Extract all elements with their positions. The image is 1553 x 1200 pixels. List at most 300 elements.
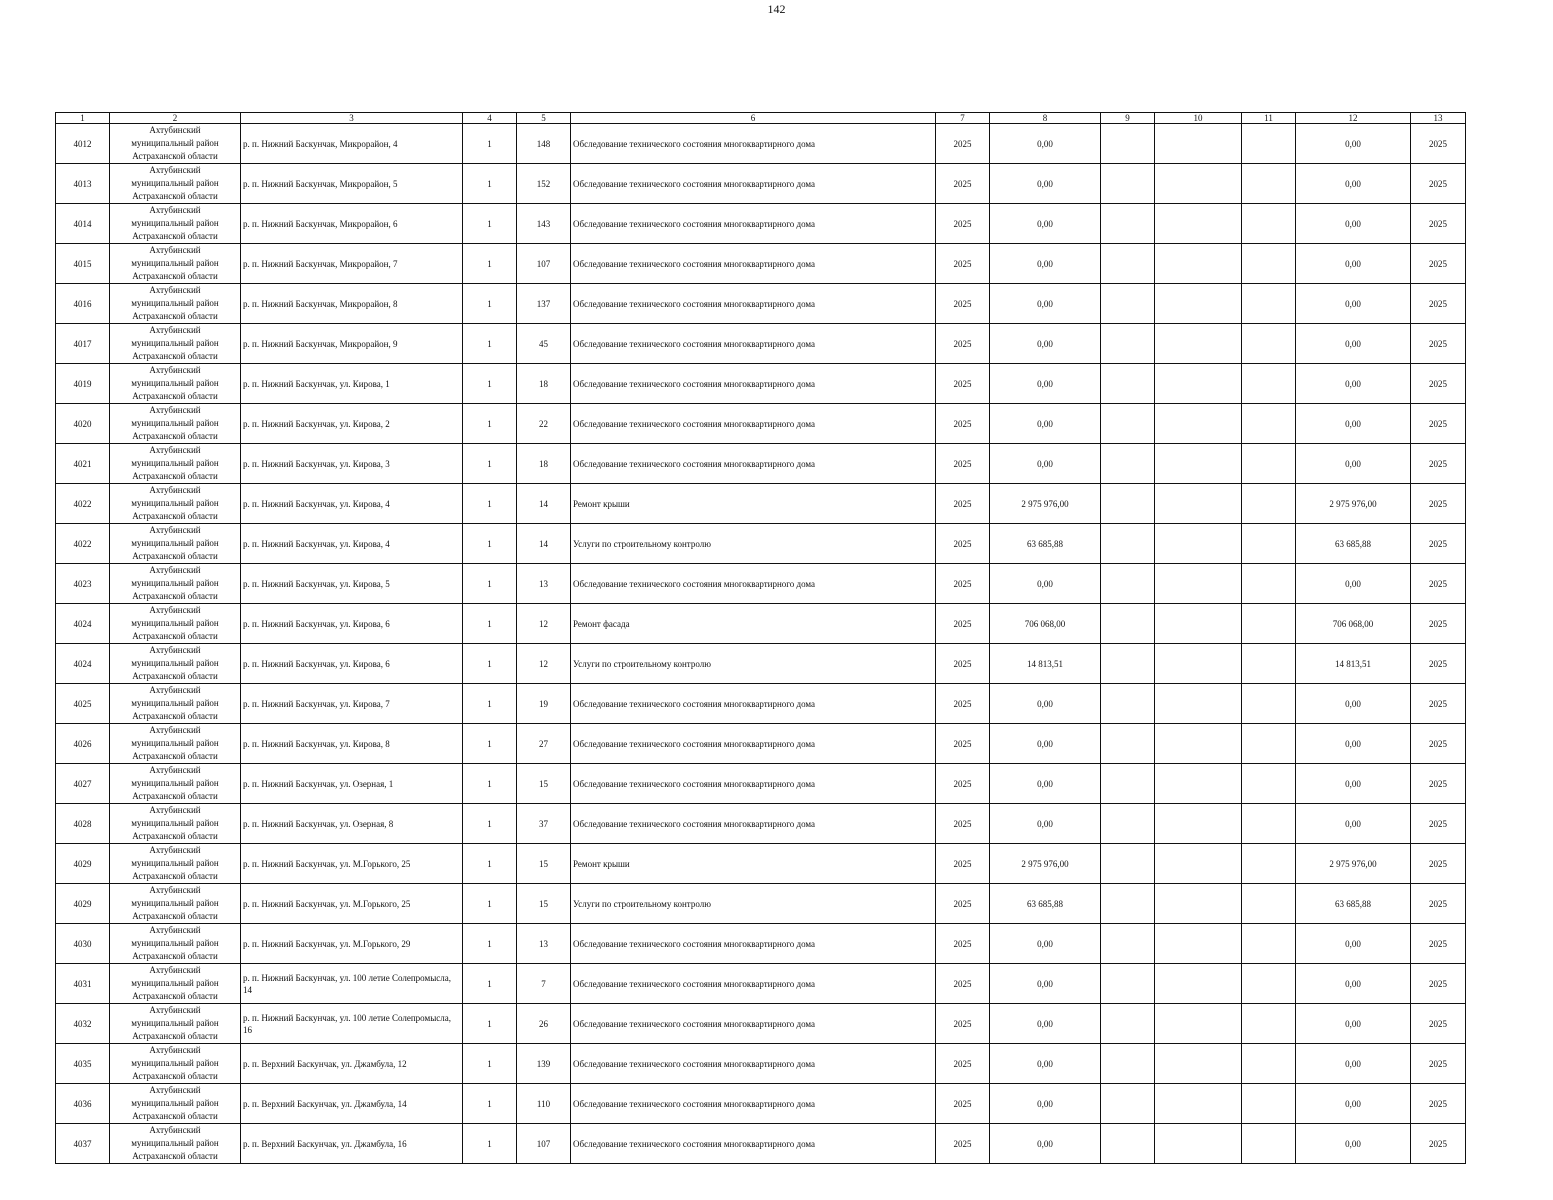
municipality-line: муниципальный район [131, 178, 219, 188]
municipality-line: Ахтубинский [149, 845, 201, 855]
municipality-line: муниципальный район [131, 1018, 219, 1028]
municipality-line: Астраханской области [132, 151, 218, 161]
col12-cost-cell: 0,00 [1296, 444, 1411, 484]
col11-cell [1242, 1084, 1296, 1124]
col5-cell: 12 [517, 644, 571, 684]
cost-cell: 0,00 [990, 804, 1101, 844]
col11-cell [1242, 1004, 1296, 1044]
col5-cell: 148 [517, 124, 571, 164]
col11-cell [1242, 444, 1296, 484]
work-type-cell: Обследование технического состояния многоквартирного дома [571, 404, 936, 444]
municipality-cell [110, 484, 241, 524]
municipality-line: Астраханской области [132, 391, 218, 401]
work-type-cell: Обследование технического состояния многоквартирного дома [571, 1124, 936, 1164]
year-cell: 2025 [936, 764, 990, 804]
col9-cell [1101, 964, 1155, 1004]
municipality-cell [110, 724, 241, 764]
col5-cell: 18 [517, 364, 571, 404]
municipality-cell [110, 124, 241, 164]
column-header: 5 [517, 113, 571, 124]
municipality-cell [110, 1004, 241, 1044]
col10-cell [1155, 844, 1242, 884]
col11-cell [1242, 884, 1296, 924]
col5-cell: 15 [517, 884, 571, 924]
col5-cell: 137 [517, 284, 571, 324]
municipality-cell [110, 284, 241, 324]
record-id-cell: 4024 [56, 644, 110, 684]
year-cell: 2025 [936, 644, 990, 684]
col9-cell [1101, 404, 1155, 444]
municipality-line: муниципальный район [131, 778, 219, 788]
col13-year-cell: 2025 [1411, 1124, 1466, 1164]
col5-cell: 13 [517, 564, 571, 604]
work-type-cell: Обследование технического состояния многоквартирного дома [571, 364, 936, 404]
table-row [56, 124, 1466, 164]
year-cell: 2025 [936, 364, 990, 404]
year-cell: 2025 [936, 964, 990, 1004]
table-row [56, 924, 1466, 964]
municipality-line: Астраханской области [132, 631, 218, 641]
col12-cost-cell: 63 685,88 [1296, 524, 1411, 564]
municipality-cell [110, 1124, 241, 1164]
col9-cell [1101, 124, 1155, 164]
municipality-cell [110, 164, 241, 204]
col9-cell [1101, 484, 1155, 524]
col11-cell [1242, 164, 1296, 204]
col11-cell [1242, 364, 1296, 404]
municipality-line: Астраханской области [132, 591, 218, 601]
col9-cell [1101, 444, 1155, 484]
col10-cell [1155, 764, 1242, 804]
address-cell: р. п. Нижний Баскунчак, ул. Кирова, 3 [241, 444, 463, 484]
year-cell: 2025 [936, 724, 990, 764]
municipality-line: Ахтубинский [149, 325, 201, 335]
col4-cell: 1 [463, 804, 517, 844]
col4-cell: 1 [463, 1004, 517, 1044]
year-cell: 2025 [936, 564, 990, 604]
address-cell: р. п. Нижний Баскунчак, Микрорайон, 8 [241, 284, 463, 324]
address-cell: р. п. Нижний Баскунчак, ул. Кирова, 7 [241, 684, 463, 724]
record-id-cell: 4019 [56, 364, 110, 404]
address-cell: р. п. Нижний Баскунчак, ул. Кирова, 1 [241, 364, 463, 404]
table-row [56, 764, 1466, 804]
table-row [56, 524, 1466, 564]
col12-cost-cell: 14 813,51 [1296, 644, 1411, 684]
municipality-line: Астраханской области [132, 191, 218, 201]
address-cell: р. п. Нижний Баскунчак, Микрорайон, 4 [241, 124, 463, 164]
municipality-line: Ахтубинский [149, 285, 201, 295]
table-row [56, 604, 1466, 644]
municipality-line: муниципальный район [131, 258, 219, 268]
table-row [56, 804, 1466, 844]
col13-year-cell: 2025 [1411, 564, 1466, 604]
municipality-line: Астраханской области [132, 751, 218, 761]
col13-year-cell: 2025 [1411, 284, 1466, 324]
record-id-cell: 4037 [56, 1124, 110, 1164]
municipality-line: муниципальный район [131, 458, 219, 468]
municipality-line: Ахтубинский [149, 125, 201, 135]
municipality-line: Ахтубинский [149, 245, 201, 255]
municipality-line: Ахтубинский [149, 1085, 201, 1095]
municipality-line: муниципальный район [131, 578, 219, 588]
municipality-line: Ахтубинский [149, 965, 201, 975]
cost-cell: 2 975 976,00 [990, 484, 1101, 524]
record-id-cell: 4025 [56, 684, 110, 724]
municipality-line: муниципальный район [131, 138, 219, 148]
municipality-cell [110, 684, 241, 724]
work-type-cell: Обследование технического состояния многоквартирного дома [571, 564, 936, 604]
year-cell: 2025 [936, 204, 990, 244]
col10-cell [1155, 1044, 1242, 1084]
col13-year-cell: 2025 [1411, 884, 1466, 924]
column-header: 12 [1296, 113, 1411, 124]
col9-cell [1101, 364, 1155, 404]
municipality-cell [110, 604, 241, 644]
work-type-cell: Обследование технического состояния многоквартирного дома [571, 284, 936, 324]
col9-cell [1101, 684, 1155, 724]
cost-cell: 0,00 [990, 404, 1101, 444]
table-row [56, 644, 1466, 684]
year-cell: 2025 [936, 604, 990, 644]
address-cell: р. п. Нижний Баскунчак, ул. Кирова, 6 [241, 644, 463, 684]
col10-cell [1155, 124, 1242, 164]
col4-cell: 1 [463, 844, 517, 884]
municipality-line: Астраханской области [132, 1031, 218, 1041]
record-id-cell: 4032 [56, 1004, 110, 1044]
address-cell: р. п. Нижний Баскунчак, Микрорайон, 6 [241, 204, 463, 244]
table-row [56, 1124, 1466, 1164]
cost-cell: 0,00 [990, 444, 1101, 484]
municipality-line: муниципальный район [131, 298, 219, 308]
col13-year-cell: 2025 [1411, 724, 1466, 764]
municipality-line: муниципальный район [131, 658, 219, 668]
cost-cell: 0,00 [990, 724, 1101, 764]
col11-cell [1242, 724, 1296, 764]
municipality-line: Астраханской области [132, 471, 218, 481]
record-id-cell: 4017 [56, 324, 110, 364]
col13-year-cell: 2025 [1411, 244, 1466, 284]
cost-cell: 706 068,00 [990, 604, 1101, 644]
col10-cell [1155, 404, 1242, 444]
year-cell: 2025 [936, 804, 990, 844]
col5-cell: 7 [517, 964, 571, 1004]
address-cell: р. п. Нижний Баскунчак, ул. Озерная, 1 [241, 764, 463, 804]
col12-cost-cell: 0,00 [1296, 1124, 1411, 1164]
address-cell: р. п. Нижний Баскунчак, ул. 100 летие Солепромысла, 14 [241, 964, 463, 1004]
work-type-cell: Обследование технического состояния многоквартирного дома [571, 764, 936, 804]
year-cell: 2025 [936, 124, 990, 164]
work-type-cell: Обследование технического состояния многоквартирного дома [571, 204, 936, 244]
address-cell: р. п. Верхний Баскунчак, ул. Джамбула, 12 [241, 1044, 463, 1084]
col10-cell [1155, 564, 1242, 604]
col4-cell: 1 [463, 444, 517, 484]
work-type-cell: Обследование технического состояния многоквартирного дома [571, 1044, 936, 1084]
municipality-line: Ахтубинский [149, 805, 201, 815]
col10-cell [1155, 444, 1242, 484]
municipality-line: муниципальный район [131, 418, 219, 428]
municipality-cell [110, 1044, 241, 1084]
municipality-cell [110, 804, 241, 844]
year-cell: 2025 [936, 1044, 990, 1084]
work-type-cell: Обследование технического состояния многоквартирного дома [571, 724, 936, 764]
municipality-line: Астраханской области [132, 271, 218, 281]
col11-cell [1242, 804, 1296, 844]
cost-cell: 2 975 976,00 [990, 844, 1101, 884]
col12-cost-cell: 0,00 [1296, 404, 1411, 444]
record-id-cell: 4023 [56, 564, 110, 604]
work-type-cell: Ремонт крыши [571, 844, 936, 884]
col4-cell: 1 [463, 764, 517, 804]
municipality-line: Ахтубинский [149, 525, 201, 535]
col5-cell: 37 [517, 804, 571, 844]
col13-year-cell: 2025 [1411, 804, 1466, 844]
col10-cell [1155, 484, 1242, 524]
record-id-cell: 4013 [56, 164, 110, 204]
col9-cell [1101, 284, 1155, 324]
work-type-cell: Обследование технического состояния многоквартирного дома [571, 244, 936, 284]
page-number: 142 [767, 2, 786, 16]
record-id-cell: 4020 [56, 404, 110, 444]
col5-cell: 18 [517, 444, 571, 484]
municipality-line: Астраханской области [132, 871, 218, 881]
table-body [56, 124, 1466, 1164]
table-row [56, 884, 1466, 924]
municipality-line: муниципальный район [131, 938, 219, 948]
col11-cell [1242, 1044, 1296, 1084]
year-cell: 2025 [936, 284, 990, 324]
col4-cell: 1 [463, 1124, 517, 1164]
cost-cell: 0,00 [990, 924, 1101, 964]
municipality-line: Ахтубинский [149, 1005, 201, 1015]
col11-cell [1242, 924, 1296, 964]
year-cell: 2025 [936, 444, 990, 484]
cost-cell: 0,00 [990, 364, 1101, 404]
col11-cell [1242, 404, 1296, 444]
table-row [56, 564, 1466, 604]
record-id-cell: 4028 [56, 804, 110, 844]
col5-cell: 143 [517, 204, 571, 244]
col5-cell: 14 [517, 524, 571, 564]
col10-cell [1155, 924, 1242, 964]
col11-cell [1242, 604, 1296, 644]
col13-year-cell: 2025 [1411, 644, 1466, 684]
address-cell: р. п. Нижний Баскунчак, ул. 100 летие Солепромысла, 16 [241, 1004, 463, 1044]
year-cell: 2025 [936, 1084, 990, 1124]
column-header: 3 [241, 113, 463, 124]
col5-cell: 45 [517, 324, 571, 364]
municipality-line: Астраханской области [132, 551, 218, 561]
work-type-cell: Обследование технического состояния многоквартирного дома [571, 1084, 936, 1124]
col12-cost-cell: 0,00 [1296, 1044, 1411, 1084]
municipality-cell [110, 404, 241, 444]
col12-cost-cell: 0,00 [1296, 204, 1411, 244]
record-id-cell: 4014 [56, 204, 110, 244]
cost-cell: 0,00 [990, 164, 1101, 204]
cost-cell: 0,00 [990, 244, 1101, 284]
municipality-line: Ахтубинский [149, 165, 201, 175]
work-type-cell: Ремонт фасада [571, 604, 936, 644]
column-header: 7 [936, 113, 990, 124]
year-cell: 2025 [936, 164, 990, 204]
col10-cell [1155, 244, 1242, 284]
municipality-line: Ахтубинский [149, 565, 201, 575]
record-id-cell: 4036 [56, 1084, 110, 1124]
municipality-cell [110, 764, 241, 804]
col5-cell: 27 [517, 724, 571, 764]
col12-cost-cell: 0,00 [1296, 124, 1411, 164]
work-type-cell: Услуги по строительному контролю [571, 524, 936, 564]
col5-cell: 12 [517, 604, 571, 644]
col11-cell [1242, 844, 1296, 884]
municipality-cell [110, 964, 241, 1004]
col13-year-cell: 2025 [1411, 444, 1466, 484]
col9-cell [1101, 804, 1155, 844]
municipality-line: Астраханской области [132, 991, 218, 1001]
col11-cell [1242, 764, 1296, 804]
col11-cell [1242, 684, 1296, 724]
work-type-cell: Услуги по строительному контролю [571, 884, 936, 924]
cost-cell: 0,00 [990, 204, 1101, 244]
address-cell: р. п. Нижний Баскунчак, ул. Кирова, 4 [241, 524, 463, 564]
municipality-line: Астраханской области [132, 351, 218, 361]
col10-cell [1155, 204, 1242, 244]
year-cell: 2025 [936, 924, 990, 964]
col4-cell: 1 [463, 284, 517, 324]
municipality-line: муниципальный район [131, 1058, 219, 1068]
col13-year-cell: 2025 [1411, 844, 1466, 884]
col13-year-cell: 2025 [1411, 124, 1466, 164]
table-row [56, 684, 1466, 724]
municipality-line: Ахтубинский [149, 765, 201, 775]
col12-cost-cell: 0,00 [1296, 924, 1411, 964]
col9-cell [1101, 644, 1155, 684]
municipality-line: Астраханской области [132, 1071, 218, 1081]
municipality-line: Ахтубинский [149, 365, 201, 375]
municipality-line: муниципальный район [131, 738, 219, 748]
year-cell: 2025 [936, 844, 990, 884]
repair-plan-table [55, 112, 1466, 1164]
col12-cost-cell: 0,00 [1296, 364, 1411, 404]
record-id-cell: 4027 [56, 764, 110, 804]
table-row [56, 204, 1466, 244]
col13-year-cell: 2025 [1411, 164, 1466, 204]
col10-cell [1155, 724, 1242, 764]
year-cell: 2025 [936, 524, 990, 564]
col9-cell [1101, 724, 1155, 764]
municipality-line: муниципальный район [131, 978, 219, 988]
record-id-cell: 4035 [56, 1044, 110, 1084]
work-type-cell: Обследование технического состояния многоквартирного дома [571, 444, 936, 484]
record-id-cell: 4029 [56, 884, 110, 924]
table-row [56, 324, 1466, 364]
municipality-line: Астраханской области [132, 831, 218, 841]
column-header: 10 [1155, 113, 1242, 124]
col10-cell [1155, 644, 1242, 684]
col10-cell [1155, 164, 1242, 204]
col13-year-cell: 2025 [1411, 684, 1466, 724]
col11-cell [1242, 524, 1296, 564]
col5-cell: 110 [517, 1084, 571, 1124]
table-row [56, 164, 1466, 204]
address-cell: р. п. Нижний Баскунчак, ул. М.Горького, 25 [241, 844, 463, 884]
col4-cell: 1 [463, 1044, 517, 1084]
col13-year-cell: 2025 [1411, 404, 1466, 444]
municipality-line: Ахтубинский [149, 405, 201, 415]
address-cell: р. п. Нижний Баскунчак, ул. М.Горького, 29 [241, 924, 463, 964]
col9-cell [1101, 324, 1155, 364]
col11-cell [1242, 1124, 1296, 1164]
col4-cell: 1 [463, 324, 517, 364]
col12-cost-cell: 0,00 [1296, 684, 1411, 724]
cost-cell: 14 813,51 [990, 644, 1101, 684]
municipality-line: Астраханской области [132, 311, 218, 321]
col9-cell [1101, 164, 1155, 204]
col4-cell: 1 [463, 604, 517, 644]
municipality-line: Астраханской области [132, 711, 218, 721]
col9-cell [1101, 884, 1155, 924]
cost-cell: 0,00 [990, 684, 1101, 724]
municipality-line: муниципальный район [131, 338, 219, 348]
municipality-cell [110, 244, 241, 284]
col10-cell [1155, 364, 1242, 404]
table-row [56, 364, 1466, 404]
municipality-line: муниципальный район [131, 818, 219, 828]
record-id-cell: 4022 [56, 524, 110, 564]
municipality-line: Астраханской области [132, 231, 218, 241]
municipality-line: Ахтубинский [149, 925, 201, 935]
work-type-cell: Обследование технического состояния многоквартирного дома [571, 1004, 936, 1044]
record-id-cell: 4022 [56, 484, 110, 524]
municipality-cell [110, 364, 241, 404]
municipality-line: Ахтубинский [149, 725, 201, 735]
address-cell: р. п. Нижний Баскунчак, Микрорайон, 5 [241, 164, 463, 204]
column-header: 9 [1101, 113, 1155, 124]
address-cell: р. п. Нижний Баскунчак, ул. Озерная, 8 [241, 804, 463, 844]
address-cell: р. п. Нижний Баскунчак, Микрорайон, 7 [241, 244, 463, 284]
municipality-line: Астраханской области [132, 791, 218, 801]
address-cell: р. п. Нижний Баскунчак, Микрорайон, 9 [241, 324, 463, 364]
col9-cell [1101, 764, 1155, 804]
col9-cell [1101, 924, 1155, 964]
col10-cell [1155, 324, 1242, 364]
col5-cell: 107 [517, 244, 571, 284]
municipality-line: Астраханской области [132, 911, 218, 921]
table-row [56, 1044, 1466, 1084]
cost-cell: 0,00 [990, 1004, 1101, 1044]
col11-cell [1242, 644, 1296, 684]
cost-cell: 0,00 [990, 1124, 1101, 1164]
col9-cell [1101, 1124, 1155, 1164]
cost-cell: 63 685,88 [990, 524, 1101, 564]
col4-cell: 1 [463, 1084, 517, 1124]
municipality-cell [110, 844, 241, 884]
col12-cost-cell: 706 068,00 [1296, 604, 1411, 644]
column-header: 11 [1242, 113, 1296, 124]
col4-cell: 1 [463, 364, 517, 404]
cost-cell: 0,00 [990, 124, 1101, 164]
municipality-cell [110, 924, 241, 964]
col11-cell [1242, 244, 1296, 284]
municipality-line: Ахтубинский [149, 205, 201, 215]
cost-cell: 0,00 [990, 564, 1101, 604]
address-cell: р. п. Нижний Баскунчак, ул. Кирова, 6 [241, 604, 463, 644]
cost-cell: 0,00 [990, 964, 1101, 1004]
col13-year-cell: 2025 [1411, 764, 1466, 804]
col10-cell [1155, 964, 1242, 1004]
col10-cell [1155, 284, 1242, 324]
table-row [56, 244, 1466, 284]
col5-cell: 14 [517, 484, 571, 524]
